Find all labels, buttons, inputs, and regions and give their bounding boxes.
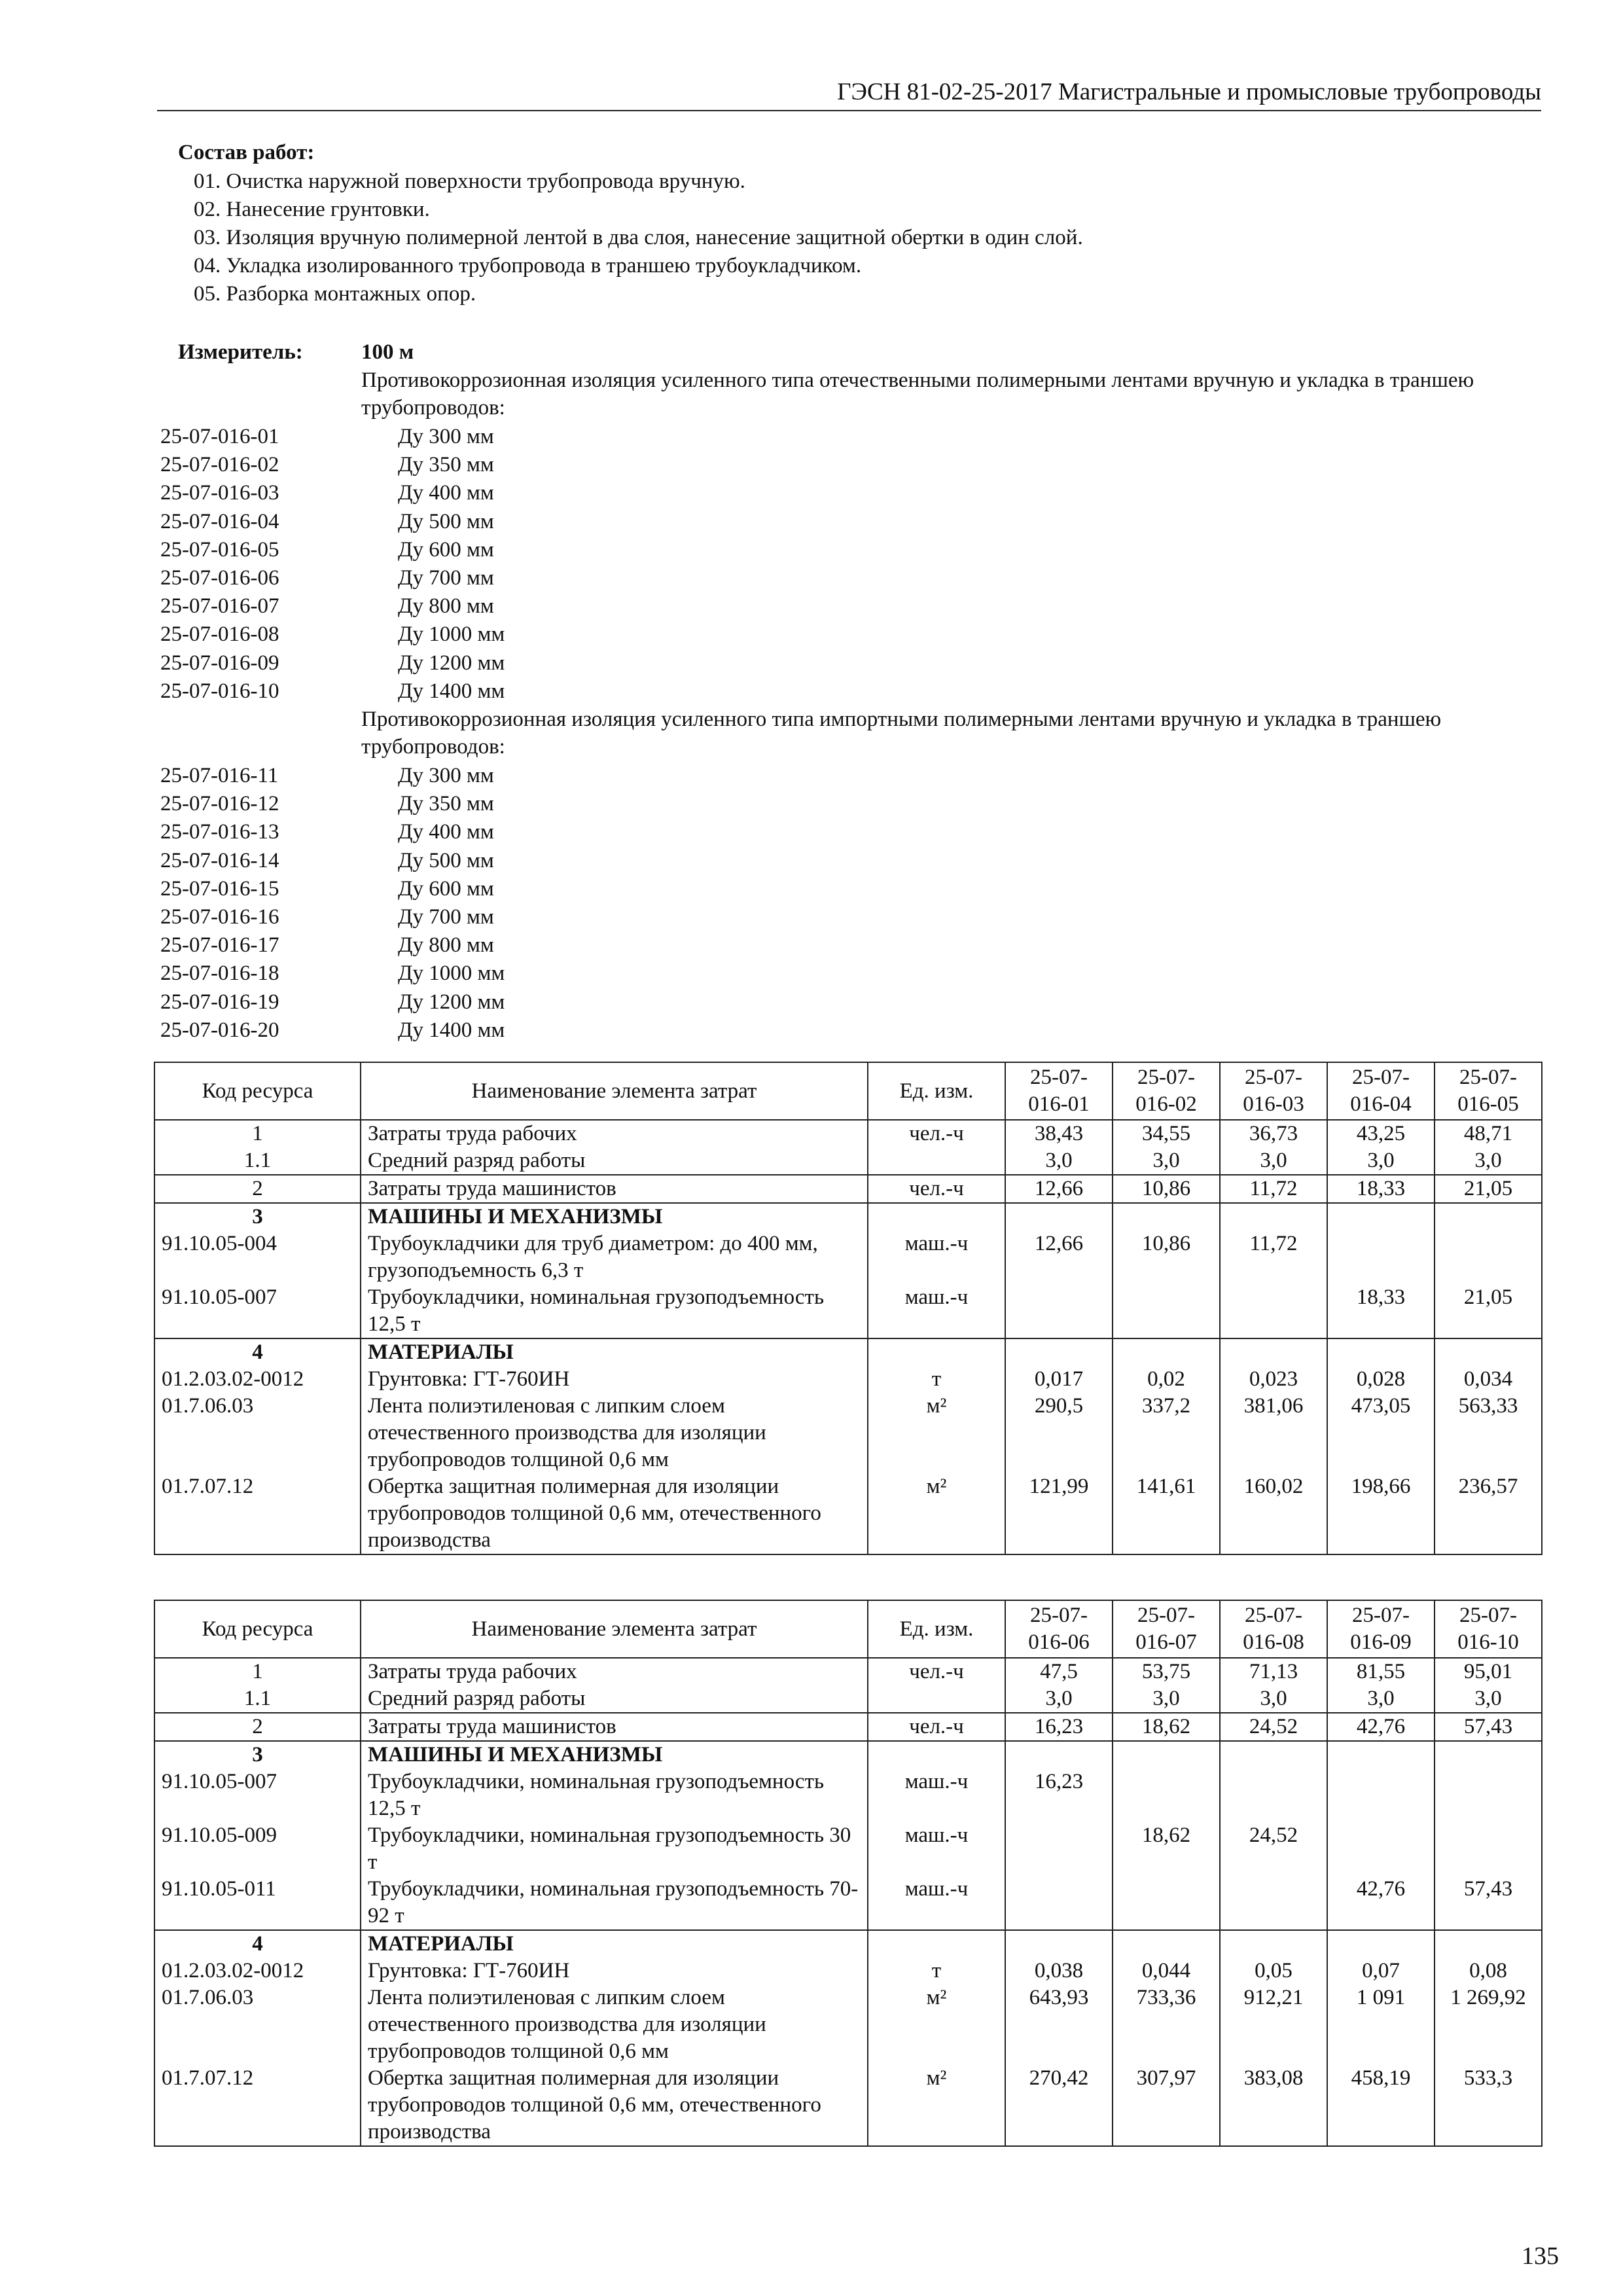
cost-element-name: Обертка защитная полимерная для изоляции трубопроводов толщиной 0,6 мм, отечественного производства [361,1473,868,1554]
work-item: 05. Разборка монтажных опор. [194,282,476,306]
value-cell: 0,02 [1113,1366,1220,1393]
value-cell: 12,66 [1005,1230,1113,1284]
cost-element-name: Обертка защитная полимерная для изоляции трубопроводов толщиной 0,6 мм, отечественного производства [361,2065,868,2146]
table-row [154,2065,1542,2146]
value-cell: 0,023 [1220,1366,1327,1393]
cost-element-name: Затраты труда машинистов [361,1175,868,1203]
resource-code: 3 [154,1203,361,1230]
works-heading: Состав работ: [178,141,315,164]
column-header-line: 25-07- [1245,1604,1302,1627]
cost-element-name: МАТЕРИАЛЫ [361,1338,868,1366]
value-cell: 337,2 [1113,1393,1220,1473]
work-item: 03. Изоляция вручную полимерной лентой в два слоя, нанесение защитной обертки в один слой. [194,226,1083,249]
rate-code: 25-07-016-02 [160,453,279,477]
column-header-line: 016-06 [1028,1630,1090,1654]
value-cell: 141,61 [1113,1473,1220,1554]
value-cell: 3,0 [1327,1685,1435,1713]
unit-cell: чел.-ч [868,1713,1005,1741]
unit-cell: чел.-ч [868,1175,1005,1203]
cost-element-name: Грунтовка: ГТ-760ИН [361,1366,868,1393]
column-header-unit: Ед. изм. [868,1600,1005,1658]
value-cell: 43,25 [1327,1120,1435,1147]
rate-code: 25-07-016-13 [160,820,279,844]
rate-code: 25-07-016-16 [160,905,279,929]
value-cell: 12,66 [1005,1175,1113,1203]
value-cell [1435,1930,1542,1958]
table-header-row [154,1062,1542,1120]
value-cell: 3,0 [1435,1685,1542,1713]
resource-code: 1.1 [154,1147,361,1175]
value-cell [1327,1338,1435,1366]
value-cell [1005,1930,1113,1958]
value-cell: 21,05 [1435,1284,1542,1338]
table-row [154,1876,1542,1930]
value-cell [1327,1822,1435,1876]
value-cell: 81,55 [1327,1658,1435,1685]
unit-cell: м² [868,1984,1005,2065]
table-row [154,1658,1542,1685]
unit-cell: м² [868,1473,1005,1554]
value-cell [1327,1930,1435,1958]
rate-code: 25-07-016-17 [160,933,279,958]
rate-code: 25-07-016-19 [160,990,279,1014]
column-header-rate [1005,1062,1113,1120]
column-header-line: 016-05 [1457,1092,1519,1116]
rate-code: 25-07-016-08 [160,622,279,647]
column-header-rate [1113,1062,1220,1120]
column-header-line: 016-07 [1135,1630,1197,1654]
value-cell: 290,5 [1005,1393,1113,1473]
value-cell [1220,1203,1327,1230]
column-header-code: Код ресурса [154,1600,361,1658]
table-row [154,1958,1542,1984]
value-cell: 160,02 [1220,1473,1327,1554]
column-header-rate [1435,1062,1542,1120]
value-cell: 18,33 [1327,1175,1435,1203]
table-row [154,1685,1542,1713]
value-cell [1435,1230,1542,1284]
value-cell [1113,1876,1220,1930]
table-row [154,1768,1542,1822]
rate-code: 25-07-016-10 [160,679,279,703]
value-cell [1220,1741,1327,1768]
value-cell [1113,1768,1220,1822]
value-cell [1005,1203,1113,1230]
value-cell: 16,23 [1005,1768,1113,1822]
column-header-line: 25-07- [1459,1066,1517,1089]
rate-name: Ду 1400 мм [398,679,505,703]
value-cell [1435,1822,1542,1876]
cost-element-name: МАШИНЫ И МЕХАНИЗМЫ [361,1741,868,1768]
cost-element-name: Трубоукладчики, номинальная грузоподъемность 70-92 т [361,1876,868,1930]
value-cell: 18,33 [1327,1284,1435,1338]
cost-element-name: Трубоукладчики, номинальная грузоподъемность 12,5 т [361,1284,868,1338]
rate-name: Ду 1000 мм [398,961,505,986]
value-cell: 563,33 [1435,1393,1542,1473]
value-cell: 307,97 [1113,2065,1220,2146]
value-cell: 38,43 [1005,1120,1113,1147]
rate-code: 25-07-016-03 [160,481,279,505]
unit-cell [868,1203,1005,1230]
value-cell: 0,028 [1327,1366,1435,1393]
column-header-line: 016-03 [1243,1092,1304,1116]
unit-cell [868,1741,1005,1768]
resource-code: 3 [154,1741,361,1768]
resource-code: 1 [154,1120,361,1147]
resource-code: 01.7.07.12 [154,1473,361,1554]
unit-cell: маш.-ч [868,1284,1005,1338]
rate-name: Ду 500 мм [398,509,494,533]
column-header-line: 25-07- [1352,1604,1410,1627]
value-cell [1435,1338,1542,1366]
column-header-line: 016-09 [1350,1630,1412,1654]
rate-name: Ду 800 мм [398,594,494,619]
value-cell [1327,1203,1435,1230]
resource-code: 91.10.05-007 [154,1768,361,1822]
column-header-line: 25-07- [1030,1604,1088,1627]
value-cell: 57,43 [1435,1876,1542,1930]
table-row [154,1284,1542,1338]
table-row [154,1120,1542,1147]
value-cell: 18,62 [1113,1713,1220,1741]
value-cell: 24,52 [1220,1822,1327,1876]
resource-code: 91.10.05-004 [154,1230,361,1284]
value-cell: 57,43 [1435,1713,1542,1741]
column-header-line: 25-07- [1137,1066,1195,1089]
value-cell: 71,13 [1220,1658,1327,1685]
value-cell [1113,1284,1220,1338]
work-item: 01. Очистка наружной поверхности трубопровода вручную. [194,170,745,193]
rate-code: 25-07-016-06 [160,566,279,590]
value-cell [1005,1822,1113,1876]
cost-element-name: Трубоукладчики для труб диаметром: до 400 мм, грузоподъемность 6,3 т [361,1230,868,1284]
group-title: Противокоррозионная изоляция усиленного типа импортными полимерными лентами вручную и укладка в траншею трубопроводов: [361,708,1442,759]
column-header-line: 016-01 [1028,1092,1090,1116]
column-header-rate [1113,1600,1220,1658]
resource-code: 01.7.06.03 [154,1393,361,1473]
column-header-rate [1005,1600,1113,1658]
rate-code: 25-07-016-11 [160,764,279,787]
column-header-line: 25-07- [1137,1604,1195,1627]
cost-element-name: Грунтовка: ГТ-760ИН [361,1958,868,1984]
value-cell [1220,1338,1327,1366]
value-cell: 3,0 [1327,1147,1435,1175]
value-cell: 0,017 [1005,1366,1113,1393]
column-header-name: Наименование элемента затрат [361,1600,868,1658]
column-header-rate [1327,1062,1435,1120]
value-cell: 11,72 [1220,1230,1327,1284]
cost-table-2 [154,1600,1543,2147]
resource-code: 01.7.06.03 [154,1984,361,2065]
rate-name: Ду 350 мм [398,792,494,816]
running-header-title: ГЭСН 81-02-25-2017 Магистральные и промысловые трубопроводы [837,79,1541,105]
rate-name: Ду 1000 мм [398,622,505,647]
rate-name: Ду 400 мм [398,820,494,844]
cost-element-name: Средний разряд работы [361,1685,868,1713]
value-cell: 1 091 [1327,1984,1435,2065]
value-cell: 47,5 [1005,1658,1113,1685]
rate-code: 25-07-016-20 [160,1018,279,1042]
column-header-code: Код ресурса [154,1062,361,1120]
value-cell: 198,66 [1327,1473,1435,1554]
value-cell: 121,99 [1005,1473,1113,1554]
value-cell: 11,72 [1220,1175,1327,1203]
resource-code: 2 [154,1713,361,1741]
value-cell: 16,23 [1005,1713,1113,1741]
value-cell [1220,1768,1327,1822]
resource-code: 4 [154,1338,361,1366]
value-cell: 3,0 [1220,1147,1327,1175]
value-cell [1220,1930,1327,1958]
value-cell [1435,1741,1542,1768]
value-cell [1435,1203,1542,1230]
value-cell: 236,57 [1435,1473,1542,1554]
column-header-name: Наименование элемента затрат [361,1062,868,1120]
value-cell: 533,3 [1435,2065,1542,2146]
value-cell: 473,05 [1327,1393,1435,1473]
value-cell: 36,73 [1220,1120,1327,1147]
column-header-line: 25-07- [1245,1066,1302,1089]
rate-name: Ду 800 мм [398,933,494,958]
rate-name: Ду 350 мм [398,453,494,477]
table-row [154,1822,1542,1876]
column-header-line: 016-02 [1135,1092,1197,1116]
column-header-line: 016-10 [1457,1630,1519,1654]
value-cell: 10,86 [1113,1230,1220,1284]
resource-code: 1.1 [154,1685,361,1713]
table-row [154,1230,1542,1284]
table-row [154,1203,1542,1230]
column-header-rate [1435,1600,1542,1658]
cost-element-name: Затраты труда машинистов [361,1713,868,1741]
value-cell: 53,75 [1113,1658,1220,1685]
value-cell: 24,52 [1220,1713,1327,1741]
unit-cell: т [868,1958,1005,1984]
cost-element-name: Средний разряд работы [361,1147,868,1175]
rate-code: 25-07-016-05 [160,537,279,562]
value-cell: 458,19 [1327,2065,1435,2146]
resource-code: 1 [154,1658,361,1685]
table-row [154,1741,1542,1768]
value-cell [1327,1768,1435,1822]
work-item: 02. Нанесение грунтовки. [194,198,430,221]
value-cell: 3,0 [1005,1685,1113,1713]
value-cell: 42,76 [1327,1876,1435,1930]
measure-label: Измеритель: [178,340,303,364]
value-cell [1220,1876,1327,1930]
rate-name: Ду 400 мм [398,481,494,505]
value-cell [1005,1741,1113,1768]
rate-name: Ду 500 мм [398,848,494,872]
column-header-line: 25-07- [1352,1066,1410,1089]
value-cell: 42,76 [1327,1713,1435,1741]
value-cell: 0,08 [1435,1958,1542,1984]
value-cell: 383,08 [1220,2065,1327,2146]
rate-name: Ду 1200 мм [398,651,505,675]
value-cell: 0,05 [1220,1958,1327,1984]
cost-element-name: МАШИНЫ И МЕХАНИЗМЫ [361,1203,868,1230]
rate-name: Ду 700 мм [398,905,494,929]
value-cell: 1 269,92 [1435,1984,1542,2065]
table-header-row [154,1600,1542,1658]
resource-code: 4 [154,1930,361,1958]
resource-code: 91.10.05-009 [154,1822,361,1876]
resource-code: 91.10.05-007 [154,1284,361,1338]
unit-cell [868,1685,1005,1713]
value-cell: 0,07 [1327,1958,1435,1984]
value-cell: 95,01 [1435,1658,1542,1685]
value-cell: 10,86 [1113,1175,1220,1203]
value-cell: 3,0 [1113,1147,1220,1175]
value-cell: 3,0 [1220,1685,1327,1713]
rate-name: Ду 300 мм [398,764,494,787]
cost-element-name: Затраты труда рабочих [361,1658,868,1685]
rate-code: 25-07-016-04 [160,509,279,533]
rate-name: Ду 600 мм [398,537,494,562]
rate-code: 25-07-016-12 [160,792,279,816]
value-cell: 3,0 [1113,1685,1220,1713]
rate-code: 25-07-016-07 [160,594,279,619]
column-header-rate [1327,1600,1435,1658]
measure-value: 100 м [361,340,414,364]
value-cell [1113,1741,1220,1768]
value-cell: 3,0 [1005,1147,1113,1175]
value-cell [1113,1930,1220,1958]
value-cell: 21,05 [1435,1175,1542,1203]
table-row [154,1930,1542,1958]
rate-name: Ду 300 мм [398,425,494,448]
running-header [157,71,1541,111]
rate-code: 25-07-016-14 [160,848,279,872]
column-header-rate [1220,1062,1327,1120]
unit-cell: м² [868,2065,1005,2146]
column-header-line: 016-04 [1350,1092,1412,1116]
column-header-line: 25-07- [1459,1604,1517,1627]
unit-cell: чел.-ч [868,1658,1005,1685]
value-cell: 34,55 [1113,1120,1220,1147]
rate-name: Ду 1200 мм [398,990,505,1014]
unit-cell: м² [868,1393,1005,1473]
unit-cell: маш.-ч [868,1876,1005,1930]
unit-cell: маш.-ч [868,1768,1005,1822]
page-number: 135 [1522,2242,1559,2270]
resource-code: 91.10.05-011 [154,1876,361,1930]
unit-cell: т [868,1366,1005,1393]
value-cell: 643,93 [1005,1984,1113,2065]
table-row [154,1147,1542,1175]
table-row [154,1338,1542,1366]
cost-element-name: Трубоукладчики, номинальная грузоподъемность 30 т [361,1822,868,1876]
value-cell: 270,42 [1005,2065,1113,2146]
value-cell: 48,71 [1435,1120,1542,1147]
resource-code: 01.2.03.02-0012 [154,1366,361,1393]
rate-code: 25-07-016-09 [160,651,279,675]
column-header-unit: Ед. изм. [868,1062,1005,1120]
rate-name: Ду 1400 мм [398,1018,505,1042]
rate-name: Ду 600 мм [398,876,494,901]
value-cell [1220,1284,1327,1338]
value-cell [1005,1876,1113,1930]
value-cell: 912,21 [1220,1984,1327,2065]
column-header-line: 25-07- [1030,1066,1088,1089]
cost-element-name: МАТЕРИАЛЫ [361,1930,868,1958]
cost-table-1 [154,1062,1543,1555]
rate-code: 25-07-016-15 [160,876,279,901]
unit-cell [868,1147,1005,1175]
value-cell [1327,1741,1435,1768]
value-cell [1005,1284,1113,1338]
cost-element-name: Лента полиэтиленовая с липким слоем отечественного производства для изоляции трубопроводов толщиной 0,6 мм [361,1984,868,2065]
table-row [154,1366,1542,1393]
rate-code: 25-07-016-01 [160,425,279,448]
resource-code: 01.7.07.12 [154,2065,361,2146]
cost-element-name: Затраты труда рабочих [361,1120,868,1147]
value-cell [1327,1230,1435,1284]
cost-element-name: Лента полиэтиленовая с липким слоем отечественного производства для изоляции трубопроводов толщиной 0,6 мм [361,1393,868,1473]
value-cell: 18,62 [1113,1822,1220,1876]
value-cell: 0,044 [1113,1958,1220,1984]
value-cell [1113,1338,1220,1366]
rate-name: Ду 700 мм [398,566,494,590]
unit-cell: маш.-ч [868,1230,1005,1284]
unit-cell [868,1338,1005,1366]
cost-element-name: Трубоукладчики, номинальная грузоподъемность 12,5 т [361,1768,868,1822]
value-cell: 381,06 [1220,1393,1327,1473]
unit-cell: маш.-ч [868,1822,1005,1876]
value-cell: 3,0 [1435,1147,1542,1175]
table-row [154,1175,1542,1203]
value-cell [1113,1203,1220,1230]
value-cell: 0,034 [1435,1366,1542,1393]
rate-code: 25-07-016-18 [160,961,279,986]
group-title: Противокоррозионная изоляция усиленного типа отечественными полимерными лентами вручную и укладка в траншею трубопроводов: [361,368,1474,420]
table-row [154,1713,1542,1741]
work-item: 04. Укладка изолированного трубопровода в траншею трубоукладчиком. [194,254,862,278]
value-cell [1005,1338,1113,1366]
unit-cell [868,1930,1005,1958]
table-row [154,1984,1542,2065]
table-row [154,1473,1542,1554]
column-header-line: 016-08 [1243,1630,1304,1654]
resource-code: 2 [154,1175,361,1203]
unit-cell: чел.-ч [868,1120,1005,1147]
value-cell [1435,1768,1542,1822]
value-cell: 733,36 [1113,1984,1220,2065]
resource-code: 01.2.03.02-0012 [154,1958,361,1984]
value-cell: 0,038 [1005,1958,1113,1984]
table-row [154,1393,1542,1473]
column-header-rate [1220,1600,1327,1658]
